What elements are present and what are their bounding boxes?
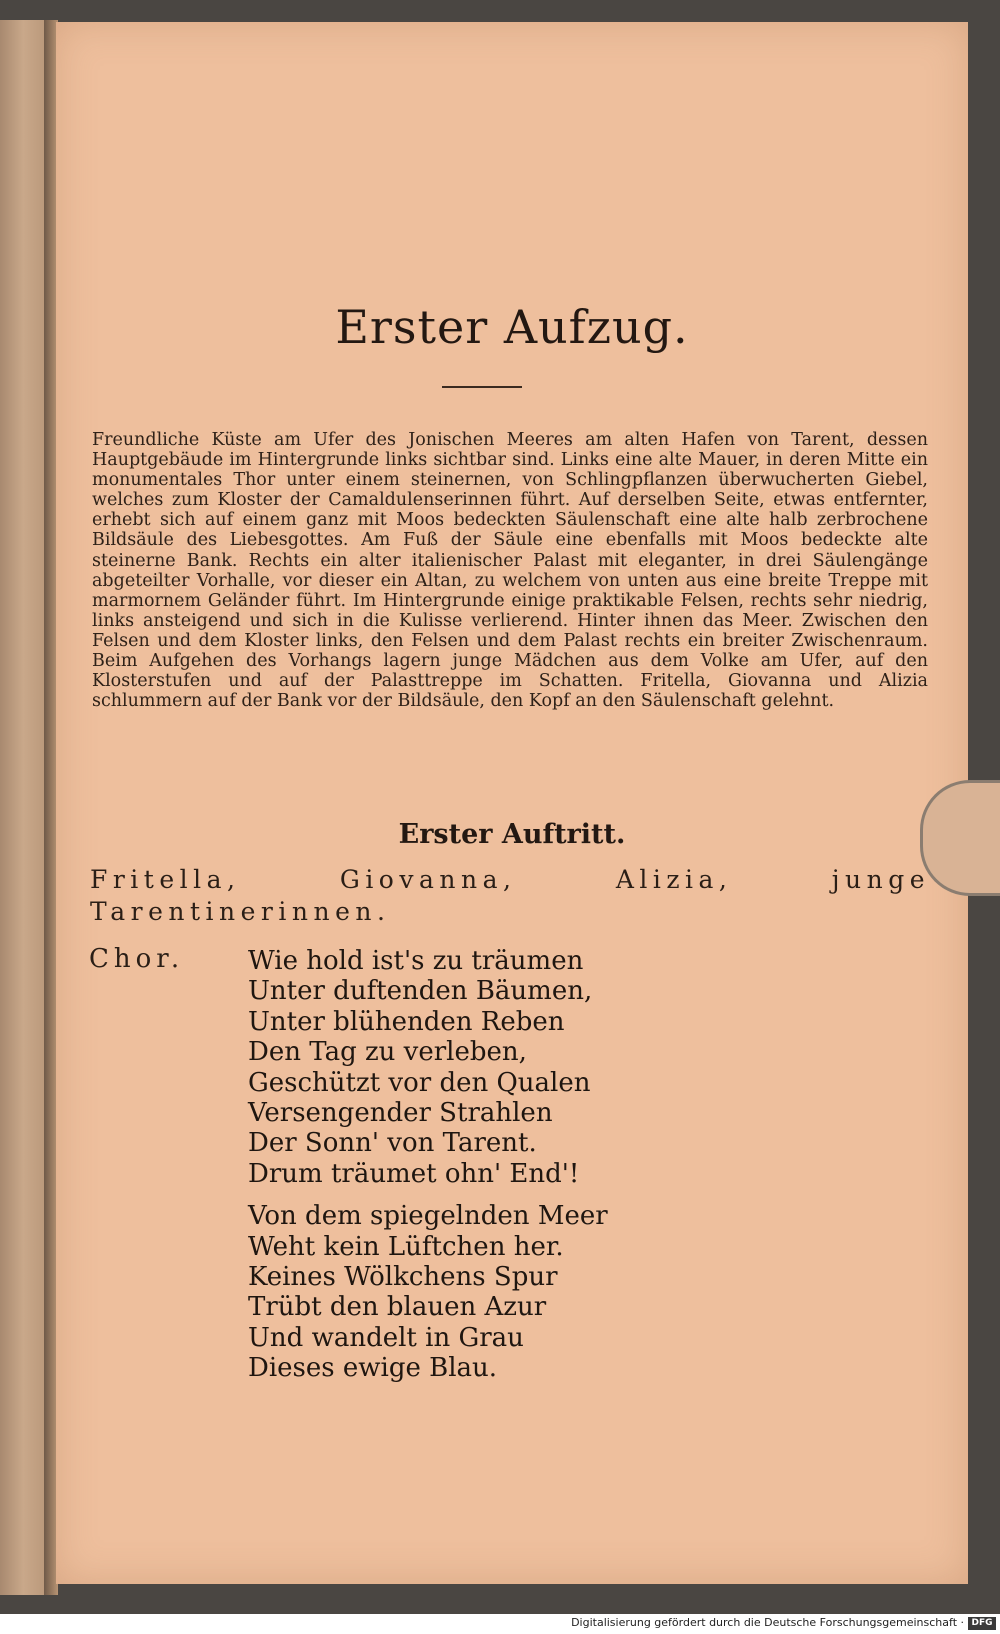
verse-line: Versengender Strahlen: [248, 1097, 553, 1128]
stage-direction: Freundliche Küste am Ufer des Jonischen Meeres am alten Hafen von Tarent, dessen Hauptgebäude im Hintergrunde links sichtbar sind. Links eine alte Mauer, in deren Mitte ein monumentales Thor unter einem steinernen, von Schlingpflanzen überwucherten Giebel, welches zum Kloster der Camaldulenserinnen führt. Auf derselben Seite, etwas entfernter, erhebt sich auf einem ganz mit Moos bedeckten Säulenschaft eine alte halb zerbrochene Bildsäule des Liebesgottes. Am Fuß der Säule eine ebenfalls mit Moos bedeckte alte steinerne Bank. Rechts ein alter italienischer Palast mit eleganter, in drei Säulengänge abgeteilter Vorhalle, vor dieser ein Altan, zu welchem von unten aus eine breite Treppe mit marmornem Geländer führt. Im Hintergrunde einige praktikable Felsen, rechts sehr niedrig, links ansteigend und sich in die Kulisse verlierend. Hinter ihnen das Meer. Zwischen den Felsen und dem Kloster links, den Felsen und dem Palast rechts ein breiter Zwischenraum. Beim Aufgehen des Vorhangs lagern junge Mädchen aus dem Volke am Ufer, auf den Klosterstufen und auf der Palasttreppe im Schatten. Fritella, Giovanna und Alizia schlummern auf der Bank vor der Bildsäule, den Kopf an den Säulenschaft gelehnt.: [92, 430, 928, 712]
verse-line: Unter duftenden Bäumen,: [248, 976, 593, 1007]
speaker-label: Chor.: [89, 944, 185, 974]
footer-credit: Digitalisierung gefördert durch die Deutsche Forschungsgemeinschaft ·: [571, 1616, 964, 1629]
title-divider: [442, 386, 522, 388]
verse-line: Unter blühenden Reben: [248, 1006, 565, 1037]
verse-line: Trübt den blauen Azur: [248, 1292, 547, 1323]
footer-bar: [0, 1614, 1000, 1634]
verses-block: [248, 946, 608, 1383]
page-content: [56, 22, 968, 1584]
scene-title: Erster Auftritt.: [398, 819, 626, 850]
cast-list: Fritella, Giovanna, Alizia, junge Tarentinerinnen.: [90, 865, 930, 926]
page-tab-marker: [920, 780, 1000, 896]
book-page: [56, 22, 968, 1584]
dfg-logo: DFG: [968, 1617, 996, 1630]
stanza-gap: [248, 1189, 608, 1201]
verse-line: Weht kein Lüftchen her.: [248, 1231, 564, 1262]
verse-line: Und wandelt in Grau: [248, 1322, 524, 1353]
verse-line: Von dem spiegelnden Meer: [248, 1201, 608, 1232]
verse-line: Dieses ewige Blau.: [248, 1353, 498, 1384]
verse-line: Geschützt vor den Qualen: [248, 1067, 591, 1098]
verse-line: Keines Wölkchens Spur: [248, 1261, 558, 1292]
verse-line: Der Sonn' von Tarent.: [248, 1128, 537, 1159]
verse-line: Wie hold ist's zu träumen: [248, 946, 584, 976]
verse-line: Den Tag zu verleben,: [248, 1037, 527, 1068]
verse-line: Drum träumet ohn' End'!: [248, 1158, 580, 1189]
act-title: Erster Aufzug.: [335, 300, 689, 354]
